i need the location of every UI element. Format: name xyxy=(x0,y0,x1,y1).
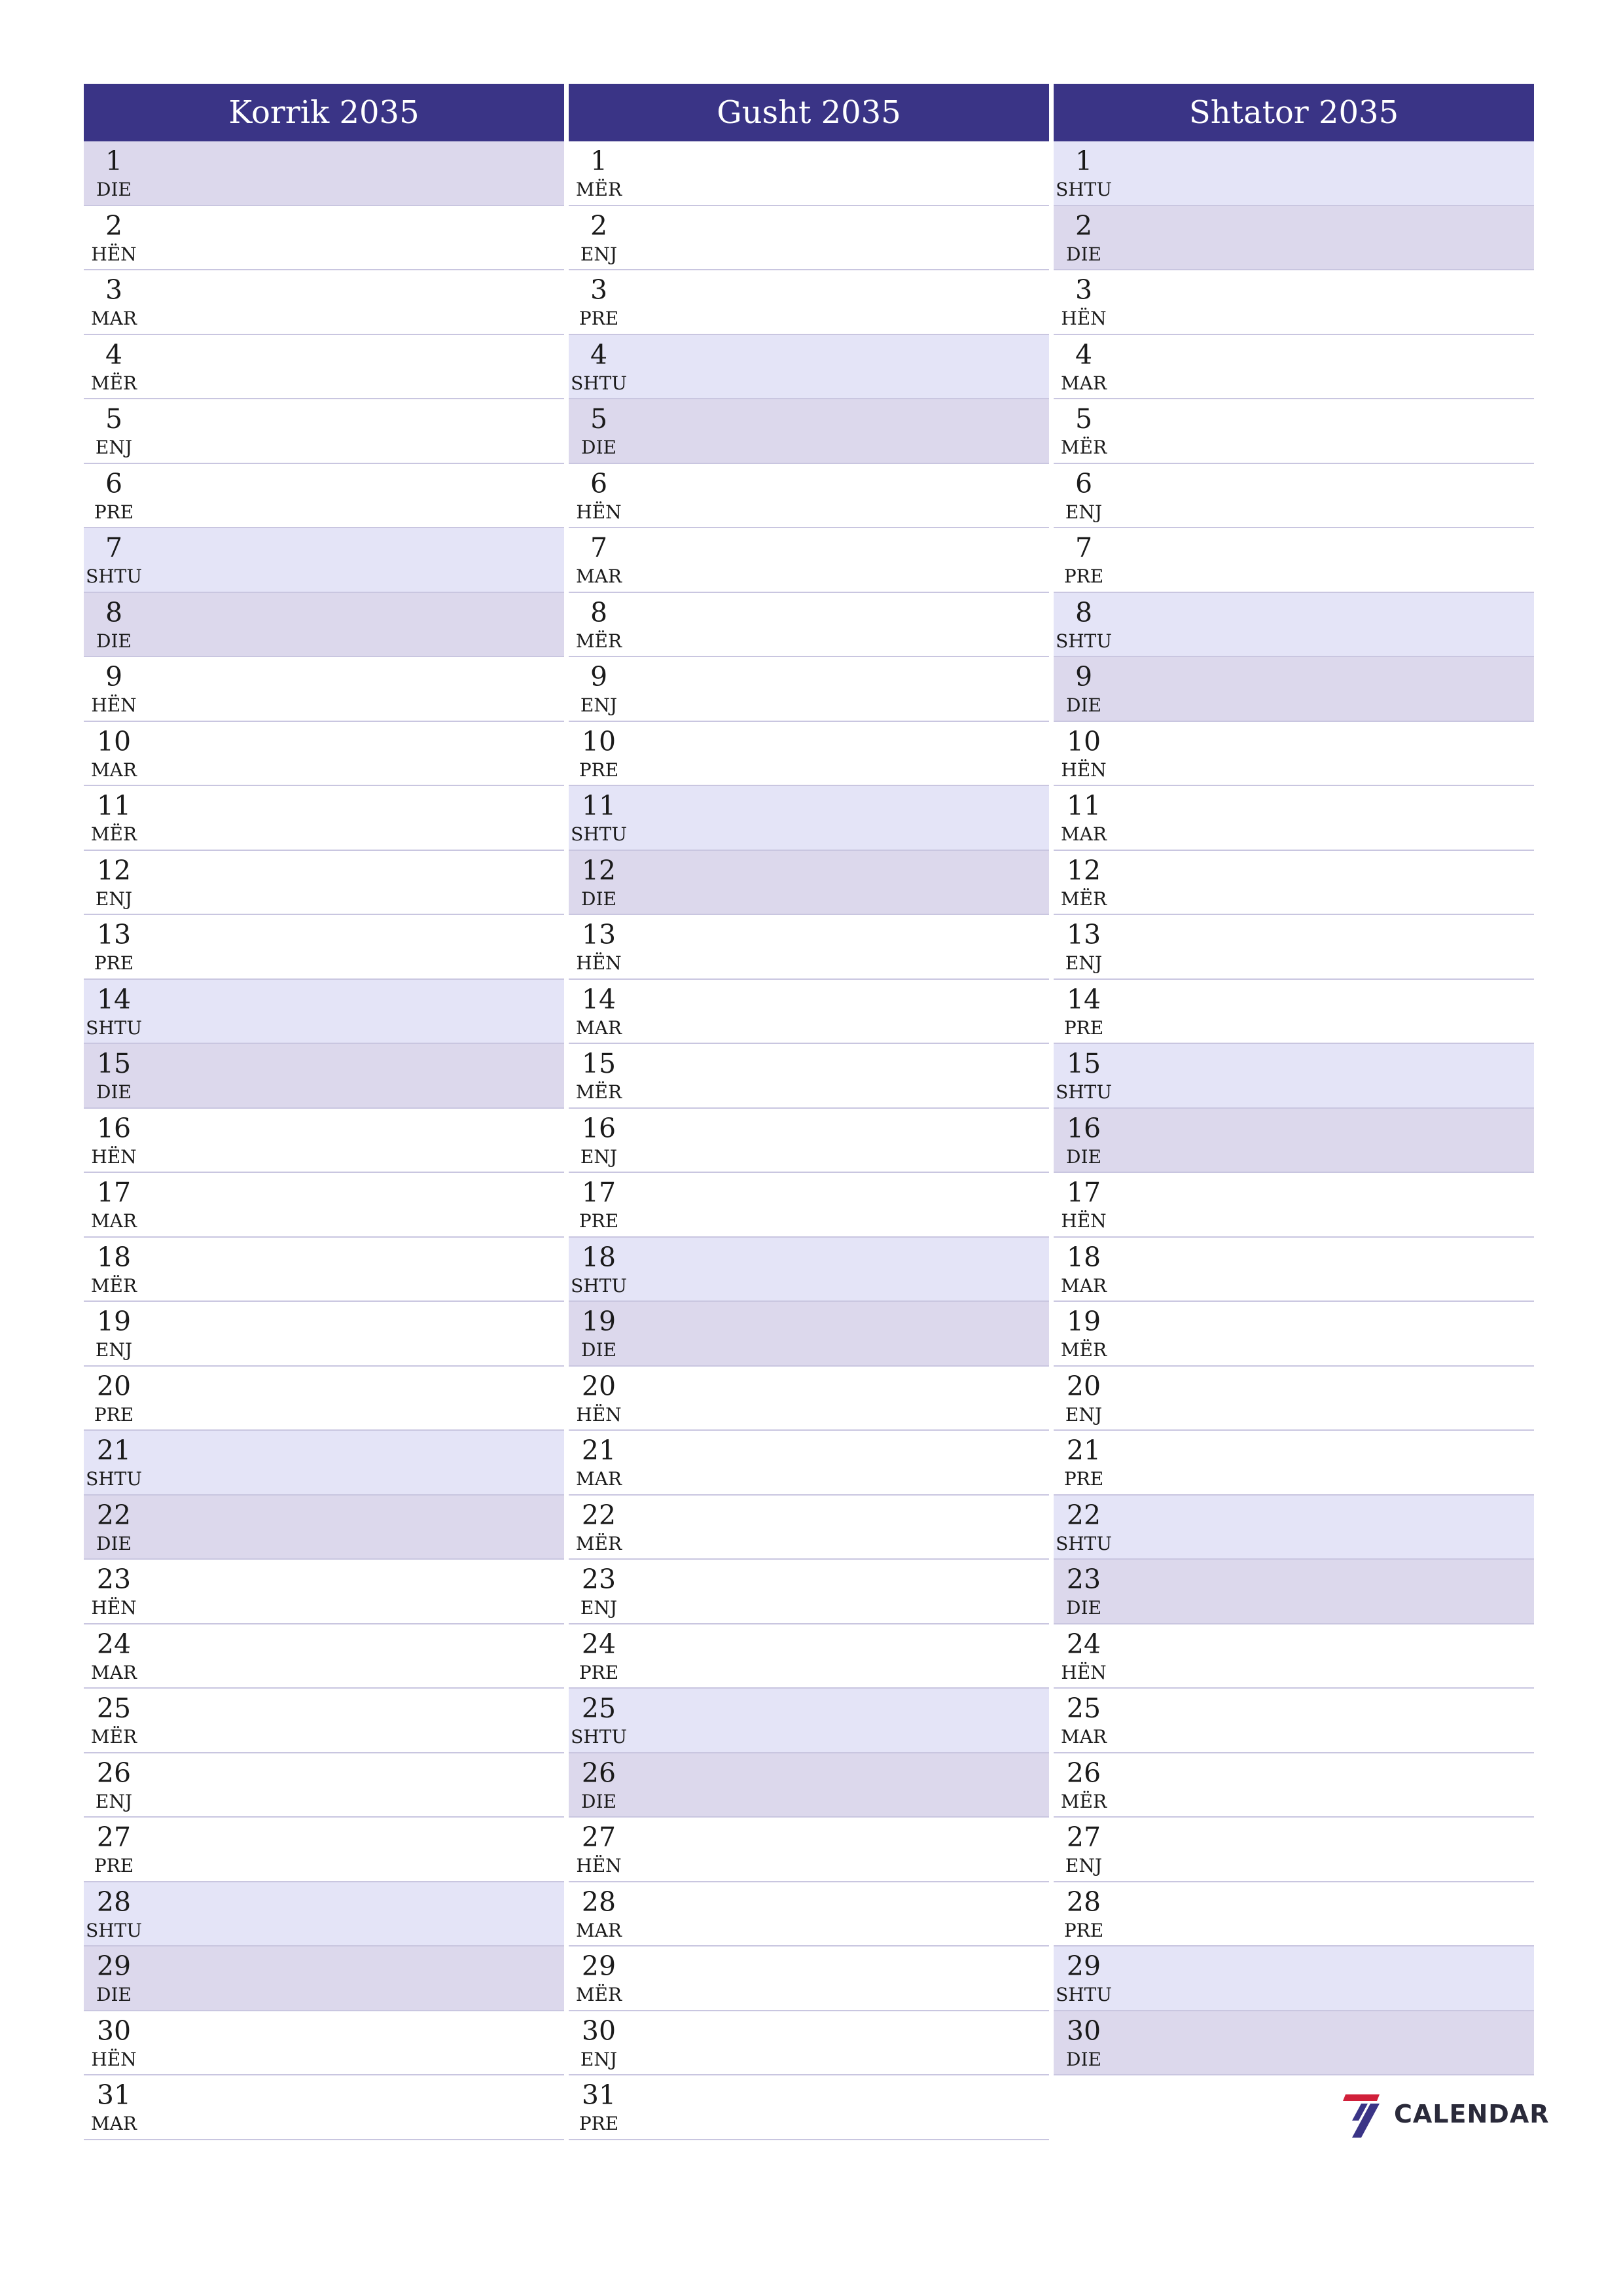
month-title: Shtator 2035 xyxy=(1054,84,1534,141)
weekday-name: HËN xyxy=(576,501,622,523)
weekday-name: MAR xyxy=(91,2113,137,2134)
day-number: 22 xyxy=(581,1499,616,1531)
weekday-name: DIE xyxy=(1066,2048,1101,2070)
day-number: 4 xyxy=(590,338,608,370)
day-number: 19 xyxy=(1066,1306,1101,1337)
day-number: 16 xyxy=(1066,1112,1101,1144)
weekday-name: DIE xyxy=(96,630,132,652)
day-number: 25 xyxy=(96,1693,132,1724)
day-row xyxy=(84,1753,564,1818)
day-number: 11 xyxy=(1066,790,1101,821)
day-row xyxy=(84,722,564,787)
weekday-name: MËR xyxy=(1060,1339,1107,1361)
month-title: Gusht 2035 xyxy=(569,84,1049,141)
day-row xyxy=(84,657,564,722)
day-number: 2 xyxy=(105,209,123,242)
weekday-name: ENJ xyxy=(1065,1855,1103,1876)
day-number: 8 xyxy=(590,596,608,628)
seven-logo-icon xyxy=(1342,2089,1394,2143)
day-number: 29 xyxy=(581,1950,616,1982)
weekday-name: PRE xyxy=(579,1210,619,1232)
day-number: 24 xyxy=(581,1628,616,1660)
day-number: 21 xyxy=(1066,1435,1101,1466)
day-row xyxy=(1054,141,1534,206)
day-row xyxy=(84,1044,564,1109)
day-number: 22 xyxy=(1066,1499,1101,1531)
day-row xyxy=(569,1238,1049,1302)
brand-logo xyxy=(1342,2089,1550,2143)
day-row xyxy=(1054,335,1534,400)
weekday-name: HËN xyxy=(1061,759,1107,781)
weekday-name: MËR xyxy=(1060,888,1107,910)
day-row xyxy=(569,464,1049,529)
day-row xyxy=(1054,1753,1534,1818)
weekday-name: SHTU xyxy=(1056,1984,1112,2005)
day-number: 3 xyxy=(590,274,608,306)
weekday-name: DIE xyxy=(1066,694,1101,716)
day-row xyxy=(84,851,564,916)
day-row xyxy=(1054,851,1534,916)
day-row xyxy=(1054,1109,1534,1174)
day-row xyxy=(84,1496,564,1560)
weekday-name: MAR xyxy=(1061,372,1107,394)
day-row xyxy=(569,980,1049,1045)
day-number: 8 xyxy=(1075,596,1093,628)
day-number: 13 xyxy=(581,919,616,950)
day-number: 2 xyxy=(1075,209,1093,242)
weekday-name: MËR xyxy=(575,630,622,652)
weekday-name: DIE xyxy=(1066,1597,1101,1619)
day-number: 25 xyxy=(581,1693,616,1724)
day-number: 2 xyxy=(590,209,608,242)
day-row xyxy=(84,1431,564,1496)
day-number: 6 xyxy=(590,467,608,499)
weekday-name: DIE xyxy=(1066,1145,1101,1168)
day-number: 21 xyxy=(581,1435,616,1466)
weekday-name: MAR xyxy=(91,1210,137,1232)
weekday-name: MËR xyxy=(90,1726,137,1748)
day-number: 27 xyxy=(581,1821,616,1853)
day-row xyxy=(1054,1689,1534,1753)
day-row xyxy=(569,1431,1049,1496)
day-row xyxy=(569,1044,1049,1109)
weekday-name: MËR xyxy=(1060,437,1107,458)
day-row xyxy=(569,1753,1049,1818)
day-row xyxy=(1054,2011,1534,2076)
day-number: 10 xyxy=(1066,725,1101,757)
day-number: 12 xyxy=(1066,854,1101,886)
weekday-name: SHTU xyxy=(86,1468,142,1490)
day-number: 14 xyxy=(1066,983,1101,1015)
weekday-name: SHTU xyxy=(571,372,627,394)
weekday-name: PRE xyxy=(579,1661,619,1683)
day-row xyxy=(84,593,564,658)
day-row xyxy=(569,915,1049,980)
day-number: 21 xyxy=(96,1435,132,1466)
day-number: 20 xyxy=(96,1370,132,1402)
weekday-name: SHTU xyxy=(1056,1081,1112,1103)
weekday-name: MAR xyxy=(1061,1726,1107,1748)
day-row xyxy=(84,915,564,980)
day-number: 26 xyxy=(581,1757,616,1789)
day-row xyxy=(1054,1367,1534,1431)
day-number: 15 xyxy=(96,1048,132,1079)
weekday-name: PRE xyxy=(94,501,134,523)
day-row xyxy=(1054,464,1534,529)
day-row xyxy=(84,270,564,335)
weekday-name: MAR xyxy=(1061,1274,1107,1297)
day-row xyxy=(1054,722,1534,787)
day-number: 7 xyxy=(1075,532,1093,564)
weekday-name: ENJ xyxy=(1065,1403,1103,1426)
weekday-name: HËN xyxy=(91,243,137,265)
day-number: 15 xyxy=(581,1048,616,1079)
weekday-name: DIE xyxy=(96,1532,132,1554)
weekday-name: HËN xyxy=(91,1145,137,1168)
day-number: 23 xyxy=(1066,1564,1101,1595)
day-row xyxy=(1054,593,1534,658)
weekday-name: DIE xyxy=(581,437,616,458)
day-number: 31 xyxy=(581,2079,616,2111)
day-number: 7 xyxy=(105,532,123,564)
weekday-name: HËN xyxy=(1061,1661,1107,1683)
month-column xyxy=(84,84,564,2140)
day-number: 11 xyxy=(581,790,616,821)
day-row xyxy=(1054,1238,1534,1302)
weekday-name: PRE xyxy=(579,308,619,329)
weekday-name: MËR xyxy=(575,1532,622,1554)
day-row xyxy=(569,399,1049,464)
day-row xyxy=(84,1882,564,1947)
weekday-name: MËR xyxy=(575,179,622,200)
day-number: 12 xyxy=(581,854,616,886)
weekday-name: PRE xyxy=(1063,1468,1104,1490)
day-number: 13 xyxy=(96,919,132,950)
day-row xyxy=(84,2011,564,2076)
day-row xyxy=(1054,1946,1534,2011)
day-row xyxy=(84,141,564,206)
month-column xyxy=(1054,84,1534,2075)
day-row xyxy=(569,528,1049,593)
day-number: 15 xyxy=(1066,1048,1101,1079)
day-row xyxy=(84,1367,564,1431)
day-number: 25 xyxy=(1066,1693,1101,1724)
weekday-name: HËN xyxy=(91,2048,137,2070)
weekday-name: HËN xyxy=(1061,1210,1107,1232)
weekday-name: PRE xyxy=(1063,1919,1104,1941)
day-number: 18 xyxy=(581,1241,616,1273)
day-row xyxy=(84,1173,564,1238)
weekday-name: MËR xyxy=(575,1081,622,1103)
weekday-name: HËN xyxy=(91,694,137,716)
weekday-name: PRE xyxy=(579,2113,619,2134)
day-row xyxy=(84,1946,564,2011)
day-number: 1 xyxy=(1075,145,1093,177)
day-number: 12 xyxy=(96,854,132,886)
day-number: 16 xyxy=(581,1112,616,1144)
weekday-name: ENJ xyxy=(1065,501,1103,523)
day-number: 22 xyxy=(96,1499,132,1531)
weekday-name: HËN xyxy=(576,1403,622,1426)
weekday-name: DIE xyxy=(581,1790,616,1812)
weekday-name: MAR xyxy=(576,565,622,587)
weekday-name: ENJ xyxy=(580,694,618,716)
day-number: 31 xyxy=(96,2079,132,2111)
day-row xyxy=(84,1238,564,1302)
day-number: 28 xyxy=(581,1886,616,1918)
weekday-name: SHTU xyxy=(86,565,142,587)
weekday-name: SHTU xyxy=(571,1726,627,1748)
weekday-name: MËR xyxy=(575,1984,622,2005)
day-number: 4 xyxy=(1075,338,1093,370)
day-number: 6 xyxy=(105,467,123,499)
day-number: 30 xyxy=(581,2015,616,2047)
day-row xyxy=(1054,1044,1534,1109)
day-row xyxy=(569,851,1049,916)
weekday-name: MËR xyxy=(90,372,137,394)
day-number: 18 xyxy=(96,1241,132,1273)
day-number: 3 xyxy=(1075,274,1093,306)
day-number: 17 xyxy=(1066,1177,1101,1208)
day-number: 28 xyxy=(96,1886,132,1918)
day-number: 19 xyxy=(96,1306,132,1337)
day-row xyxy=(84,206,564,271)
day-row xyxy=(84,786,564,851)
day-row xyxy=(569,1946,1049,2011)
day-row xyxy=(1054,1624,1534,1689)
day-number: 5 xyxy=(105,403,123,435)
day-row xyxy=(569,2075,1049,2140)
day-number: 11 xyxy=(96,790,132,821)
day-row xyxy=(1054,786,1534,851)
day-row xyxy=(569,206,1049,271)
weekday-name: MËR xyxy=(90,823,137,845)
day-number: 19 xyxy=(581,1306,616,1337)
day-row xyxy=(1054,980,1534,1045)
day-row xyxy=(569,2011,1049,2076)
day-row xyxy=(1054,528,1534,593)
weekday-name: SHTU xyxy=(1056,1532,1112,1554)
day-row xyxy=(569,1818,1049,1882)
day-number: 23 xyxy=(96,1564,132,1595)
day-number: 9 xyxy=(1075,661,1093,692)
weekday-name: HËN xyxy=(576,1855,622,1876)
day-number: 10 xyxy=(581,725,616,757)
weekday-name: MAR xyxy=(91,759,137,781)
weekday-name: MAR xyxy=(91,1661,137,1683)
day-number: 18 xyxy=(1066,1241,1101,1273)
day-row xyxy=(84,1560,564,1624)
day-row xyxy=(84,528,564,593)
weekday-name: SHTU xyxy=(1056,179,1112,200)
weekday-name: MËR xyxy=(90,1274,137,1297)
day-row xyxy=(1054,657,1534,722)
weekday-name: DIE xyxy=(1066,243,1101,265)
weekday-name: SHTU xyxy=(571,823,627,845)
day-number: 3 xyxy=(105,274,123,306)
day-number: 14 xyxy=(96,983,132,1015)
day-number: 16 xyxy=(96,1112,132,1144)
day-row xyxy=(1054,1302,1534,1367)
day-number: 17 xyxy=(96,1177,132,1208)
day-row xyxy=(1054,1882,1534,1947)
day-number: 1 xyxy=(105,145,123,177)
weekday-name: SHTU xyxy=(86,1016,142,1039)
day-number: 6 xyxy=(1075,467,1093,499)
day-row xyxy=(84,1302,564,1367)
day-number: 24 xyxy=(96,1628,132,1660)
day-number: 9 xyxy=(590,661,608,692)
weekday-name: PRE xyxy=(94,1855,134,1876)
day-number: 24 xyxy=(1066,1628,1101,1660)
day-row xyxy=(569,141,1049,206)
day-row xyxy=(1054,1496,1534,1560)
weekday-name: DIE xyxy=(96,1081,132,1103)
weekday-name: ENJ xyxy=(1065,952,1103,974)
weekday-name: DIE xyxy=(96,179,132,200)
weekday-name: ENJ xyxy=(580,2048,618,2070)
weekday-name: SHTU xyxy=(1056,630,1112,652)
day-number: 23 xyxy=(581,1564,616,1595)
day-row xyxy=(569,1496,1049,1560)
day-row xyxy=(84,1109,564,1174)
day-row xyxy=(1054,915,1534,980)
day-number: 14 xyxy=(581,983,616,1015)
day-number: 30 xyxy=(96,2015,132,2047)
day-number: 9 xyxy=(105,661,123,692)
day-row xyxy=(569,657,1049,722)
day-number: 10 xyxy=(96,725,132,757)
day-row xyxy=(1054,1173,1534,1238)
weekday-name: MAR xyxy=(91,308,137,329)
day-number: 20 xyxy=(1066,1370,1101,1402)
weekday-name: ENJ xyxy=(580,1597,618,1619)
day-row xyxy=(569,1367,1049,1431)
day-row xyxy=(1054,1560,1534,1624)
weekday-name: HËN xyxy=(91,1597,137,1619)
day-row xyxy=(84,335,564,400)
day-row xyxy=(569,1882,1049,1947)
day-number: 8 xyxy=(105,596,123,628)
day-number: 7 xyxy=(590,532,608,564)
weekday-name: MAR xyxy=(1061,823,1107,845)
day-row xyxy=(569,1560,1049,1624)
day-number: 20 xyxy=(581,1370,616,1402)
weekday-name: ENJ xyxy=(95,888,133,910)
weekday-name: DIE xyxy=(581,1339,616,1361)
day-number: 5 xyxy=(1075,403,1093,435)
day-number: 27 xyxy=(1066,1821,1101,1853)
weekday-name: SHTU xyxy=(571,1274,627,1297)
day-row xyxy=(84,1818,564,1882)
weekday-name: DIE xyxy=(96,1984,132,2005)
weekday-name: MAR xyxy=(576,1468,622,1490)
day-number: 1 xyxy=(590,145,608,177)
day-row xyxy=(84,1624,564,1689)
day-row xyxy=(569,1173,1049,1238)
weekday-name: ENJ xyxy=(95,1339,133,1361)
day-row xyxy=(1054,206,1534,271)
day-number: 26 xyxy=(96,1757,132,1789)
month-title: Korrik 2035 xyxy=(84,84,564,141)
day-number: 17 xyxy=(581,1177,616,1208)
day-row xyxy=(1054,270,1534,335)
weekday-name: HËN xyxy=(576,952,622,974)
day-row xyxy=(1054,1431,1534,1496)
weekday-name: MËR xyxy=(1060,1790,1107,1812)
weekday-name: DIE xyxy=(581,888,616,910)
day-row xyxy=(84,980,564,1045)
day-row xyxy=(84,1689,564,1753)
weekday-name: ENJ xyxy=(580,243,618,265)
day-row xyxy=(84,464,564,529)
weekday-name: PRE xyxy=(1063,1016,1104,1039)
day-number: 30 xyxy=(1066,2015,1101,2047)
weekday-name: ENJ xyxy=(580,1145,618,1168)
weekday-name: ENJ xyxy=(95,1790,133,1812)
month-column xyxy=(569,84,1049,2140)
day-number: 29 xyxy=(1066,1950,1101,1982)
day-row xyxy=(569,1689,1049,1753)
day-number: 29 xyxy=(96,1950,132,1982)
day-number: 5 xyxy=(590,403,608,435)
weekday-name: PRE xyxy=(94,1403,134,1426)
weekday-name: SHTU xyxy=(86,1919,142,1941)
logo-text: CALENDAR xyxy=(1394,2100,1550,2128)
weekday-name: PRE xyxy=(94,952,134,974)
day-row xyxy=(84,399,564,464)
day-row xyxy=(569,1109,1049,1174)
day-row xyxy=(569,786,1049,851)
day-row xyxy=(569,1302,1049,1367)
day-row xyxy=(1054,399,1534,464)
day-row xyxy=(569,722,1049,787)
weekday-name: ENJ xyxy=(95,437,133,458)
day-number: 26 xyxy=(1066,1757,1101,1789)
weekday-name: HËN xyxy=(1061,308,1107,329)
day-row xyxy=(84,2075,564,2140)
day-number: 28 xyxy=(1066,1886,1101,1918)
day-row xyxy=(569,270,1049,335)
weekday-name: MAR xyxy=(576,1016,622,1039)
day-number: 13 xyxy=(1066,919,1101,950)
weekday-name: MAR xyxy=(576,1919,622,1941)
weekday-name: PRE xyxy=(1063,565,1104,587)
day-row xyxy=(569,1624,1049,1689)
day-number: 4 xyxy=(105,338,123,370)
day-row xyxy=(1054,1818,1534,1882)
day-row xyxy=(569,593,1049,658)
day-number: 27 xyxy=(96,1821,132,1853)
weekday-name: PRE xyxy=(579,759,619,781)
day-row xyxy=(569,335,1049,400)
